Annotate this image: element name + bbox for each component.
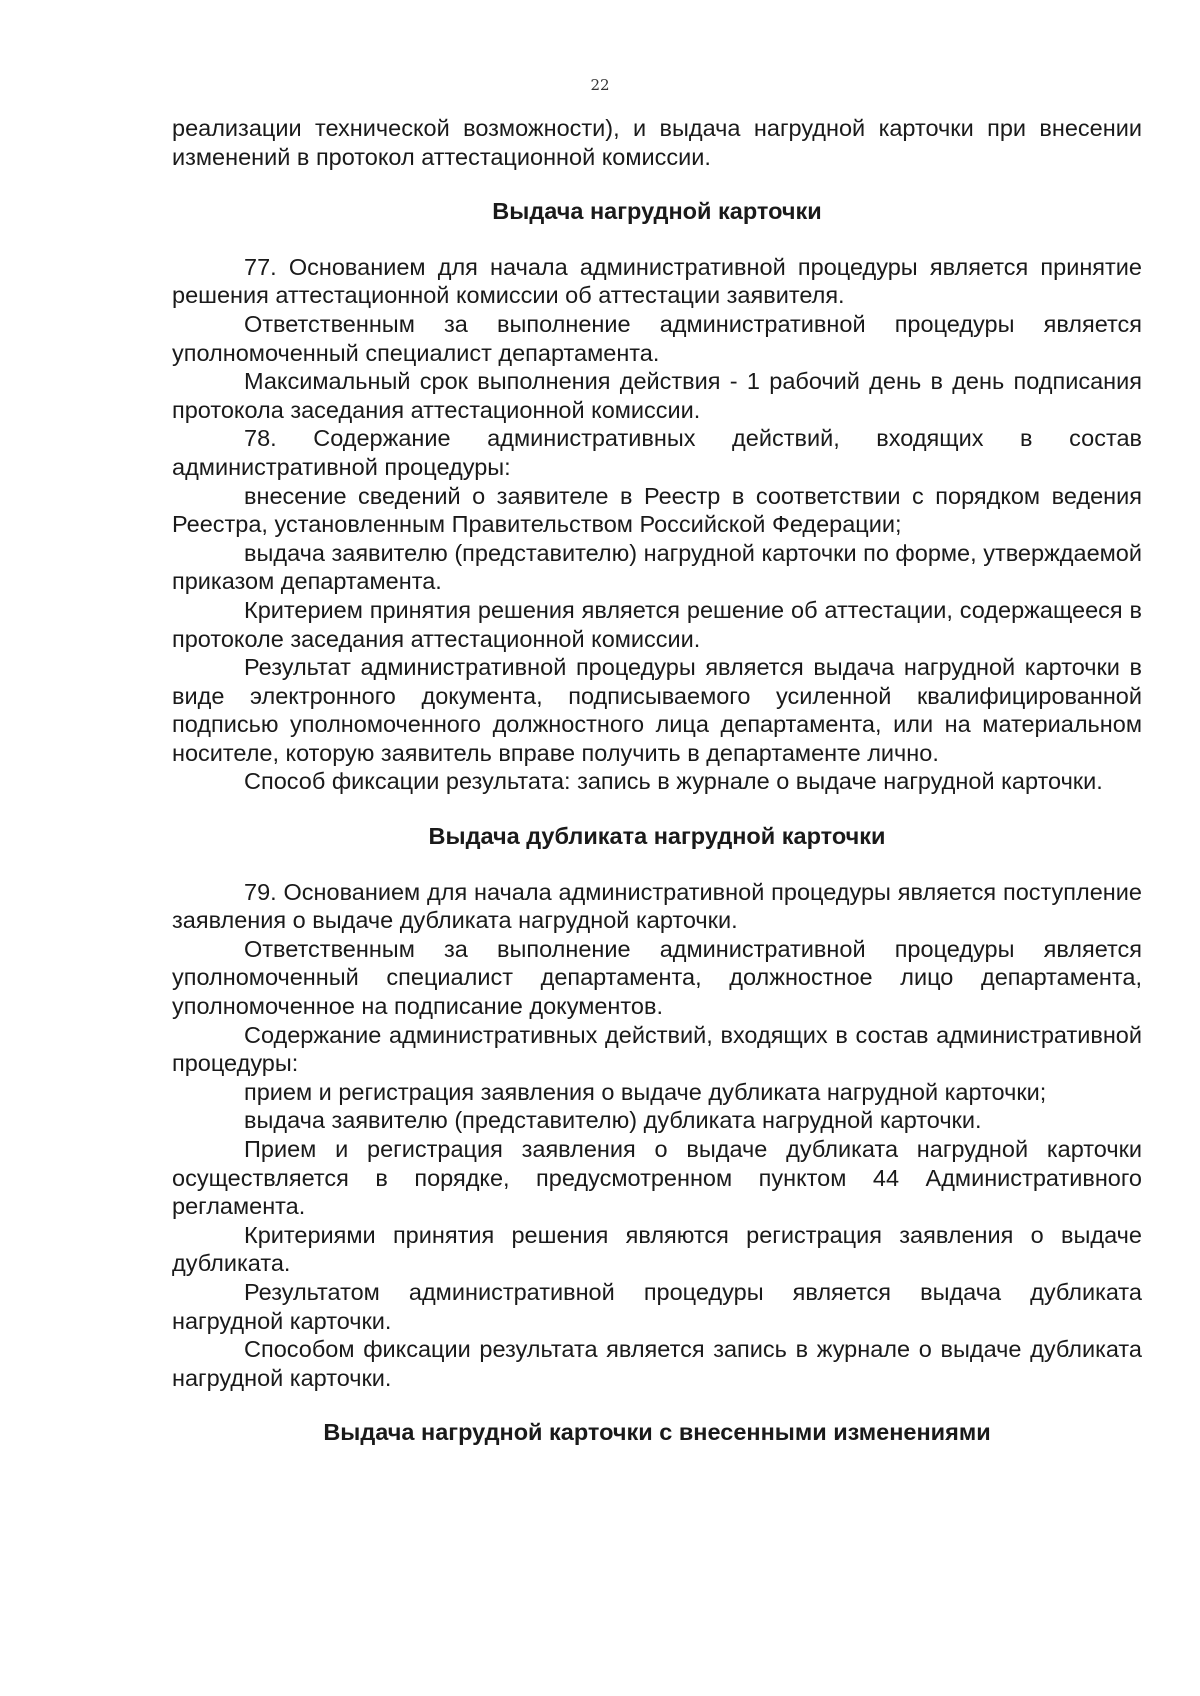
paragraph: 78. Содержание административных действий, входящих в состав административной процедуры: [172, 425, 1142, 480]
section-heading-issue-badge: Выдача нагрудной карточки [492, 198, 822, 225]
paragraph: Ответственным за выполнение административной процедуры является уполномоченный специалист департамента, должностное лицо департамента, уполномоченное на подписание документов. [172, 935, 1142, 1020]
paragraph: Ответственным за выполнение административной процедуры является уполномоченный специалист департамента. [172, 310, 1142, 366]
document-body [172, 114, 1142, 1447]
paragraph: внесение сведений о заявителе в Реестр в соответствии с порядком ведения Реестра, установленным Правительством Российской Федерации; [172, 482, 1142, 538]
paragraph: 77. Основанием для начала административной процедуры является принятие решения аттестационной комиссии об аттестации заявителя. [172, 253, 1142, 309]
paragraph: 79. Основанием для начала административной процедуры является поступление заявления о выдаче дубликата нагрудной карточки. [172, 878, 1142, 934]
paragraph: Способом фиксации результата является запись в журнале о выдаче дубликата нагрудной карточки. [172, 1336, 1142, 1391]
paragraph: Максимальный срок выполнения действия - 1 рабочий день в день подписания протокола заседания аттестационной комиссии. [172, 368, 1142, 423]
section-heading-duplicate-badge: Выдача дубликата нагрудной карточки [428, 823, 886, 850]
paragraph: прием и регистрация заявления о выдаче дубликата нагрудной карточки; [244, 1078, 1047, 1105]
paragraph: выдача заявителю (представителю) нагрудной карточки по форме, утверждаемой приказом департамента. [172, 539, 1142, 595]
paragraph: Содержание административных действий, входящих в состав административной процедуры: [172, 1021, 1142, 1077]
section-heading-modified-badge: Выдача нагрудной карточки с внесенными изменениями [323, 1419, 991, 1446]
paragraph: Результат административной процедуры является выдача нагрудной карточки в виде электронного документа, подписываемого усиленной квалифицированной подписью уполномоченного должностного лица департамента, или на материальном носителе, которую заявитель вправе получить в департаменте лично. [172, 654, 1142, 766]
paragraph: Результатом административной процедуры является выдача дубликата нагрудной карточки. [172, 1278, 1142, 1334]
paragraph: Критерием принятия решения является решение об аттестации, содержащееся в протоколе заседания аттестационной комиссии. [172, 596, 1142, 652]
intro-paragraph: реализации технической возможности), и выдача нагрудной карточки при внесении изменений в протокол аттестационной комиссии. [172, 115, 1142, 170]
paragraph: выдача заявителю (представителю) дубликата нагрудной карточки. [244, 1107, 982, 1134]
paragraph: Способ фиксации результата: запись в журнале о выдаче нагрудной карточки. [244, 768, 1103, 795]
paragraph: Прием и регистрация заявления о выдаче дубликата нагрудной карточки осуществляется в порядке, предусмотренном пунктом 44 Административного регламента. [172, 1136, 1142, 1220]
paragraph: Критериями принятия решения являются регистрация заявления о выдаче дубликата. [172, 1221, 1142, 1277]
page-number: 22 [590, 76, 610, 94]
